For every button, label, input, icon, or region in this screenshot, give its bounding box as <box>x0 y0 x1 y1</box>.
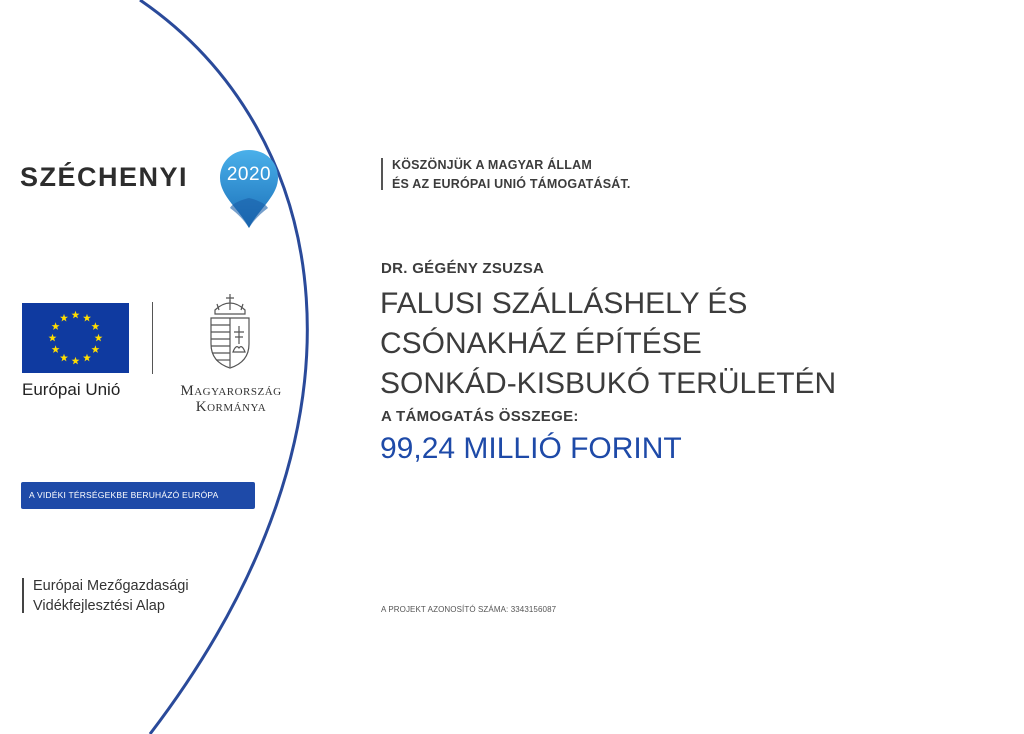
szechenyi-2020-logo <box>20 148 270 230</box>
project-title-line: CSÓNAKHÁZ ÉPÍTÉSE <box>380 327 702 360</box>
fund-name-line2: Vidékfejlesztési Alap <box>33 598 165 614</box>
eu-label: Európai Unió <box>22 380 121 399</box>
eu-star-icon <box>60 314 68 322</box>
eu-star-icon <box>95 334 103 342</box>
eu-flag <box>22 303 129 373</box>
logo-divider <box>152 302 153 374</box>
eu-star-icon <box>83 354 91 362</box>
eu-star-icon <box>49 334 57 342</box>
project-title-line: FALUSI SZÁLLÁSHELY ÉS <box>380 287 748 320</box>
fund-name-line1: Európai Mezőgazdasági <box>33 578 189 594</box>
project-id: A PROJEKT AZONOSÍTÓ SZÁMA: 3343156087 <box>381 605 557 614</box>
eu-star-icon <box>52 322 60 330</box>
support-amount: 99,24 MILLIÓ FORINT <box>380 432 682 465</box>
rural-europe-banner: A VIDÉKI TÉRSÉGEKBE BERUHÁZÓ EURÓPA <box>21 482 255 509</box>
eu-star-icon <box>72 357 80 365</box>
szechenyi-year: 2020 <box>226 164 272 185</box>
government-label-line1: Magyarország <box>180 383 282 399</box>
project-title <box>380 284 836 404</box>
eu-star-icon <box>91 322 99 330</box>
government-label-line2: Kormánya <box>195 399 267 415</box>
thanks-line2: ÉS AZ EURÓPAI UNIÓ TÁMOGATÁSÁT. <box>392 177 631 191</box>
thanks-line1: KÖSZÖNJÜK A MAGYAR ÁLLAM <box>392 158 592 172</box>
fund-accent-bar <box>22 578 24 613</box>
amount-label: A TÁMOGATÁS ÖSSZEGE: <box>381 408 579 425</box>
hungarian-coat-of-arms-icon <box>205 292 255 372</box>
eu-star-icon <box>83 314 91 322</box>
szechenyi-wordmark: SZÉCHENYI <box>20 162 189 192</box>
project-title-line: SONKÁD-KISBUKÓ TERÜLETÉN <box>380 367 837 400</box>
beneficiary-name: DR. GÉGÉNY ZSUZSA <box>381 260 545 277</box>
thanks-text <box>392 156 631 194</box>
eu-flag-icon <box>22 303 129 373</box>
eu-star-icon <box>52 345 60 353</box>
location-pin-icon <box>218 148 280 230</box>
government-label <box>167 383 295 415</box>
eu-star-icon <box>72 311 80 319</box>
thanks-accent-bar <box>381 158 383 190</box>
fund-name <box>33 576 189 616</box>
eu-star-icon <box>91 345 99 353</box>
eu-star-icon <box>60 354 68 362</box>
